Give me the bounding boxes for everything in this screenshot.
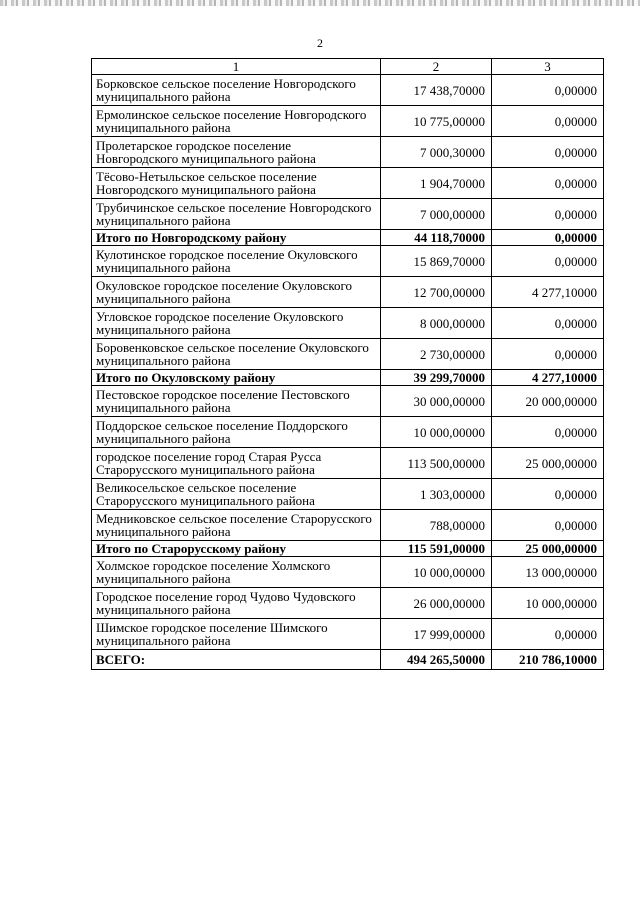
amount-col2-cell: 12 700,00000 bbox=[381, 277, 492, 308]
amount-col3-cell: 20 000,00000 bbox=[492, 386, 604, 417]
table-row bbox=[92, 448, 604, 479]
amount-col2-cell: 30 000,00000 bbox=[381, 386, 492, 417]
budget-table bbox=[91, 58, 604, 670]
amount-col2-cell: 26 000,00000 bbox=[381, 588, 492, 619]
amount-col3-cell: 4 277,10000 bbox=[492, 277, 604, 308]
amount-col2-cell: 17 438,70000 bbox=[381, 75, 492, 106]
table-row bbox=[92, 557, 604, 588]
settlement-name-cell: Итого по Окуловскому району bbox=[92, 370, 381, 386]
table-row bbox=[92, 417, 604, 448]
amount-col2-cell: 44 118,70000 bbox=[381, 230, 492, 246]
subtotal-row bbox=[92, 230, 604, 246]
settlement-name-cell: Великосельское сельское поселение Старорусского муниципального района bbox=[92, 479, 381, 510]
settlement-name-cell: Тёсово-Нетыльское сельское поселение Новгородского муниципального района bbox=[92, 168, 381, 199]
amount-col2-cell: 10 775,00000 bbox=[381, 106, 492, 137]
amount-col3-cell: 0,00000 bbox=[492, 308, 604, 339]
settlement-name-cell: Кулотинское городское поселение Окуловского муниципального района bbox=[92, 246, 381, 277]
amount-col3-cell: 0,00000 bbox=[492, 339, 604, 370]
amount-col2-cell: 39 299,70000 bbox=[381, 370, 492, 386]
table-row bbox=[92, 75, 604, 106]
amount-col2-cell: 7 000,00000 bbox=[381, 199, 492, 230]
table-row bbox=[92, 106, 604, 137]
amount-col3-cell: 210 786,10000 bbox=[492, 650, 604, 670]
settlement-name-cell: городское поселение город Старая Русса Старорусского муниципального района bbox=[92, 448, 381, 479]
settlement-name-cell: Итого по Новгородскому району bbox=[92, 230, 381, 246]
settlement-name-cell: Боровенковское сельское поселение Окуловского муниципального района bbox=[92, 339, 381, 370]
table-row bbox=[92, 199, 604, 230]
table-row bbox=[92, 510, 604, 541]
amount-col2-cell: 788,00000 bbox=[381, 510, 492, 541]
subtotal-row bbox=[92, 370, 604, 386]
header-col-3: 3 bbox=[492, 59, 604, 75]
settlement-name-cell: Борковское сельское поселение Новгородского муниципального района bbox=[92, 75, 381, 106]
amount-col2-cell: 1 904,70000 bbox=[381, 168, 492, 199]
settlement-name-cell: Угловское городское поселение Окуловского муниципального района bbox=[92, 308, 381, 339]
table-row bbox=[92, 588, 604, 619]
amount-col2-cell: 7 000,30000 bbox=[381, 137, 492, 168]
amount-col3-cell: 0,00000 bbox=[492, 106, 604, 137]
grand-total-row bbox=[92, 650, 604, 670]
amount-col3-cell: 0,00000 bbox=[492, 75, 604, 106]
amount-col2-cell: 494 265,50000 bbox=[381, 650, 492, 670]
amount-col2-cell: 15 869,70000 bbox=[381, 246, 492, 277]
amount-col2-cell: 113 500,00000 bbox=[381, 448, 492, 479]
table-header-row bbox=[92, 59, 604, 75]
amount-col2-cell: 2 730,00000 bbox=[381, 339, 492, 370]
settlement-name-cell: Итого по Старорусскому району bbox=[92, 541, 381, 557]
amount-col3-cell: 13 000,00000 bbox=[492, 557, 604, 588]
table-row bbox=[92, 168, 604, 199]
amount-col3-cell: 10 000,00000 bbox=[492, 588, 604, 619]
table-row bbox=[92, 479, 604, 510]
table-row bbox=[92, 386, 604, 417]
settlement-name-cell: Пестовское городское поселение Пестовского муниципального района bbox=[92, 386, 381, 417]
settlement-name-cell: Шимское городское поселение Шимского муниципального района bbox=[92, 619, 381, 650]
amount-col3-cell: 0,00000 bbox=[492, 246, 604, 277]
amount-col3-cell: 25 000,00000 bbox=[492, 448, 604, 479]
settlement-name-cell: Поддорское сельское поселение Поддорского муниципального района bbox=[92, 417, 381, 448]
header-col-2: 2 bbox=[381, 59, 492, 75]
table-row bbox=[92, 246, 604, 277]
table-row bbox=[92, 339, 604, 370]
subtotal-row bbox=[92, 541, 604, 557]
amount-col2-cell: 10 000,00000 bbox=[381, 557, 492, 588]
table-row bbox=[92, 308, 604, 339]
amount-col2-cell: 17 999,00000 bbox=[381, 619, 492, 650]
amount-col3-cell: 0,00000 bbox=[492, 510, 604, 541]
settlement-name-cell: Холмское городское поселение Холмского муниципального района bbox=[92, 557, 381, 588]
amount-col3-cell: 0,00000 bbox=[492, 230, 604, 246]
settlement-name-cell: ВСЕГО: bbox=[92, 650, 381, 670]
table-row bbox=[92, 277, 604, 308]
page-number: 2 bbox=[317, 36, 323, 50]
amount-col3-cell: 0,00000 bbox=[492, 168, 604, 199]
amount-col3-cell: 0,00000 bbox=[492, 479, 604, 510]
amount-col2-cell: 115 591,00000 bbox=[381, 541, 492, 557]
amount-col3-cell: 0,00000 bbox=[492, 619, 604, 650]
settlement-name-cell: Ермолинское сельское поселение Новгородского муниципального района bbox=[92, 106, 381, 137]
amount-col2-cell: 8 000,00000 bbox=[381, 308, 492, 339]
header-col-1: 1 bbox=[92, 59, 381, 75]
amount-col3-cell: 25 000,00000 bbox=[492, 541, 604, 557]
settlement-name-cell: Трубичинское сельское поселение Новгородского муниципального района bbox=[92, 199, 381, 230]
table-row bbox=[92, 137, 604, 168]
settlement-name-cell: Окуловское городское поселение Окуловского муниципального района bbox=[92, 277, 381, 308]
amount-col3-cell: 4 277,10000 bbox=[492, 370, 604, 386]
settlement-name-cell: Городское поселение город Чудово Чудовского муниципального района bbox=[92, 588, 381, 619]
amount-col3-cell: 0,00000 bbox=[492, 199, 604, 230]
scan-edge-artifact bbox=[0, 0, 640, 6]
settlement-name-cell: Медниковское сельское поселение Старорусского муниципального района bbox=[92, 510, 381, 541]
amount-col3-cell: 0,00000 bbox=[492, 137, 604, 168]
amount-col2-cell: 10 000,00000 bbox=[381, 417, 492, 448]
amount-col2-cell: 1 303,00000 bbox=[381, 479, 492, 510]
settlement-name-cell: Пролетарское городское поселение Новгородского муниципального района bbox=[92, 137, 381, 168]
table-row bbox=[92, 619, 604, 650]
amount-col3-cell: 0,00000 bbox=[492, 417, 604, 448]
